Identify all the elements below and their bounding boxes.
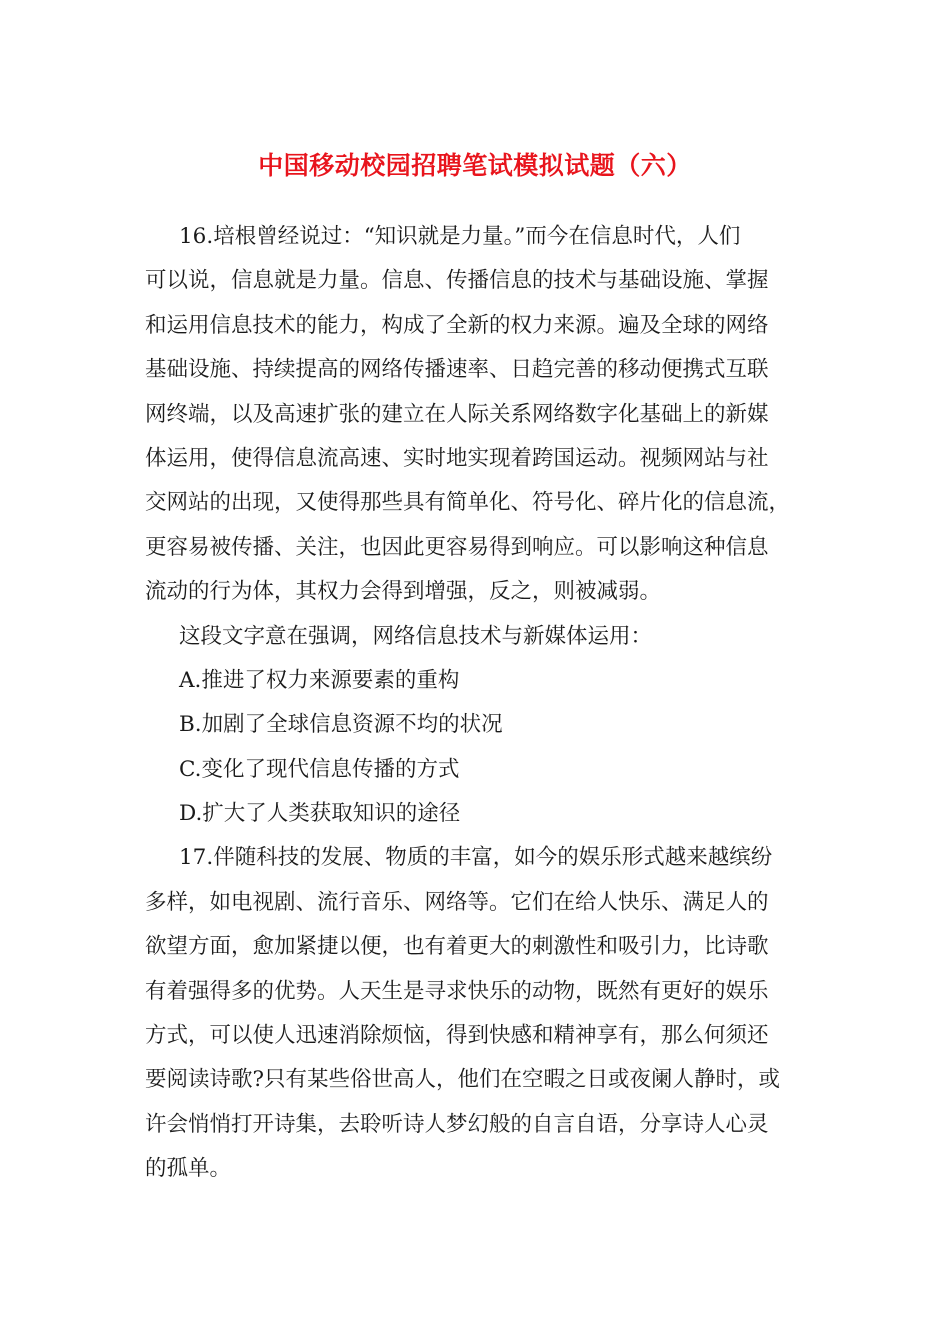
q17-paragraph-line: 的孤单。 bbox=[145, 1156, 232, 1182]
q16-paragraph-line: 更容易被传播、关注，也因此更容易得到响应。可以影响这种信息 bbox=[145, 534, 769, 560]
q17-paragraph-line: 欲望方面，愈加紧捷以便，也有着更大的刺激性和吸引力，比诗歌 bbox=[145, 934, 769, 960]
q16-paragraph-line: 网终端，以及高速扩张的建立在人际关系网络数字化基础上的新媒 bbox=[145, 401, 769, 427]
document-title: 中国移动校园招聘笔试模拟试题（六） bbox=[258, 151, 692, 180]
q17-paragraph-line: 许会悄悄打开诗集，去聆听诗人梦幻般的自言自语，分享诗人心灵 bbox=[145, 1111, 769, 1137]
q16-paragraph-line: 体运用，使得信息流高速、实时地实现着跨国运动。视频网站与社 bbox=[145, 445, 769, 471]
q16-question: 这段文字意在强调，网络信息技术与新媒体运用： bbox=[179, 623, 653, 649]
q16-option-a: A.推进了权力来源要素的重构 bbox=[179, 667, 460, 693]
q16-option-d: D.扩大了人类获取知识的途径 bbox=[179, 801, 461, 827]
q16-paragraph-line: 交网站的出现，又使得那些具有简单化、符号化、碎片化的信息流， bbox=[145, 490, 791, 516]
q16-paragraph-line: 可以说，信息就是力量。信息、传播信息的技术与基础设施、掌握 bbox=[145, 268, 769, 294]
q17-paragraph-line: 有着强得多的优势。人天生是寻求快乐的动物，既然有更好的娱乐 bbox=[145, 978, 769, 1004]
q17-paragraph-line: 要阅读诗歌?只有某些俗世高人，他们在空暇之日或夜阑人静时，或 bbox=[145, 1067, 781, 1093]
q17-paragraph-line: 多样，如电视剧、流行音乐、网络等。它们在给人快乐、满足人的 bbox=[145, 889, 769, 915]
q16-paragraph-line: 和运用信息技术的能力，构成了全新的权力来源。遍及全球的网络 bbox=[145, 312, 769, 338]
q16-option-c: C.变化了现代信息传播的方式 bbox=[179, 756, 460, 782]
q16-paragraph-line: 基础设施、持续提高的网络传播速率、日趋完善的移动便携式互联 bbox=[145, 357, 769, 383]
q17-paragraph-line: 17.伴随科技的发展、物质的丰富，如今的娱乐形式越来越缤纷 bbox=[179, 845, 773, 871]
q16-option-b: B.加剧了全球信息资源不均的状况 bbox=[179, 712, 503, 738]
document-body bbox=[145, 215, 817, 1192]
q16-paragraph-line: 流动的行为体，其权力会得到增强，反之，则被减弱。 bbox=[145, 579, 662, 605]
q16-paragraph-line: 16.培根曾经说过：“知识就是力量。”而今在信息时代，人们 bbox=[179, 224, 741, 249]
q17-paragraph-line: 方式，可以使人迅速消除烦恼，得到快感和精神享有，那么何须还 bbox=[145, 1023, 769, 1049]
